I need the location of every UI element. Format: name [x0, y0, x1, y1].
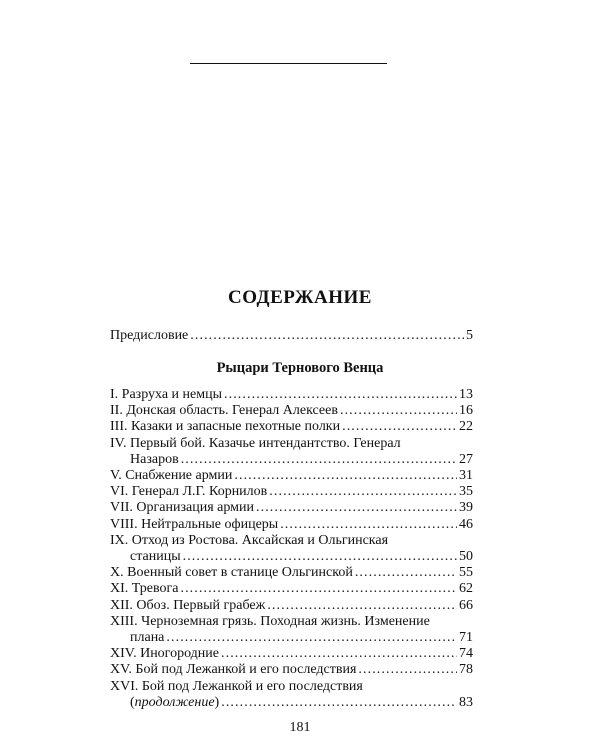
toc-entry-title: XI. Тревога	[110, 581, 179, 597]
open-paren: (	[130, 694, 135, 710]
toc-entry	[110, 645, 473, 662]
toc-entry-title-line1: IX. Отход из Ростова. Аксайская и Ольгинская	[110, 532, 389, 548]
toc-entry-title-line2: плана	[130, 630, 165, 645]
toc-entry-title: II. Донская область. Генерал Алексеев	[110, 403, 338, 419]
toc-entry-page: 16	[459, 403, 473, 419]
toc-entry-title: VI. Генерал Л.Г. Корнилов	[110, 484, 268, 500]
toc-entry-title-line2: станицы	[130, 549, 181, 564]
dot-leader	[256, 499, 457, 516]
section-title: Рыцари Тернового Венца	[216, 360, 384, 376]
dot-leader	[234, 467, 457, 484]
toc-entry-preface	[110, 327, 473, 344]
toc-entry-page: 39	[459, 500, 473, 516]
toc-entry-title: I. Разруха и немцы	[110, 387, 222, 402]
toc-entry-title: X. Военный совет в станице Ольгинской	[110, 565, 353, 581]
toc-entry-title-line2	[130, 694, 219, 711]
dot-leader	[221, 694, 457, 711]
toc-entry	[110, 564, 473, 581]
toc-entry	[130, 548, 473, 565]
toc-entry	[110, 483, 473, 500]
toc-entry	[110, 597, 473, 614]
toc-entry-page: 74	[459, 646, 473, 662]
toc-entry-page: 83	[459, 694, 473, 710]
dot-leader	[224, 386, 457, 403]
dot-leader	[221, 645, 457, 662]
toc-entry	[110, 516, 473, 533]
toc-entry-page: 78	[459, 662, 473, 678]
toc-entry-title: XIV. Иногородние	[110, 646, 219, 662]
toc-entry-title: Предисловие	[110, 328, 189, 343]
toc-entry-page: 55	[459, 565, 473, 581]
toc-entry-page: 46	[459, 516, 473, 532]
toc-entry-title-line1: IV. Первый бой. Казачье интендантство. Генерал	[110, 435, 401, 451]
toc-entry-page: 62	[459, 581, 473, 597]
toc-entry-title: VII. Организация армии	[110, 500, 254, 516]
toc-entry	[110, 402, 473, 419]
toc-entry	[110, 386, 473, 403]
toc-entry-page: 31	[459, 468, 473, 483]
toc-entry-page: 5	[466, 328, 473, 343]
toc-entry-page: 71	[459, 630, 473, 645]
toc-entry	[110, 467, 473, 484]
toc-entry-title: XV. Бой под Лежанкой и его последствия	[110, 662, 357, 678]
dot-leader	[342, 418, 457, 435]
toc-entry-page: 50	[459, 549, 473, 564]
dot-leader	[267, 597, 457, 614]
dot-leader	[166, 629, 457, 646]
dot-leader	[340, 402, 457, 419]
toc-entry-title: V. Снабжение армии	[110, 468, 233, 483]
toc-entry	[110, 499, 473, 516]
toc-entry	[110, 661, 473, 678]
toc-entry-title: III. Казаки и запасные пехотные полки	[110, 419, 341, 435]
dot-leader	[355, 564, 457, 581]
page-number: 181	[289, 720, 311, 735]
toc-entry-title: VIII. Нейтральные офицеры	[110, 516, 279, 532]
toc-entry	[130, 451, 473, 468]
toc-entry	[110, 580, 473, 597]
toc-entry-page: 22	[459, 419, 473, 435]
dot-leader	[269, 483, 457, 500]
dot-leader	[190, 327, 464, 344]
dot-leader	[280, 516, 457, 533]
toc-entry-title-line1: XIII. Черноземная грязь. Походная жизнь. Изменение	[110, 613, 430, 629]
toc-entry-title-line1: XVI. Бой под Лежанкой и его последствия	[110, 678, 363, 694]
top-rule	[190, 63, 387, 64]
toc-entry	[130, 694, 473, 711]
dot-leader	[183, 548, 457, 565]
toc-entry-page: 27	[459, 451, 473, 467]
close-paren: )	[214, 694, 220, 710]
toc-entry-page: 66	[459, 597, 473, 613]
dot-leader	[181, 451, 457, 468]
contents-heading: СОДЕРЖАНИЕ	[228, 287, 372, 308]
toc-entry-page: 13	[459, 387, 473, 402]
continuation-label: продолжение	[134, 694, 215, 710]
dot-leader	[358, 661, 457, 678]
toc-entry-page: 35	[459, 484, 473, 500]
toc-entry	[130, 629, 473, 646]
dot-leader	[180, 580, 457, 597]
toc-entry	[110, 418, 473, 435]
toc-entry-title-line2: Назаров	[130, 451, 179, 467]
toc-entry-title: XII. Обоз. Первый грабеж	[110, 597, 266, 613]
